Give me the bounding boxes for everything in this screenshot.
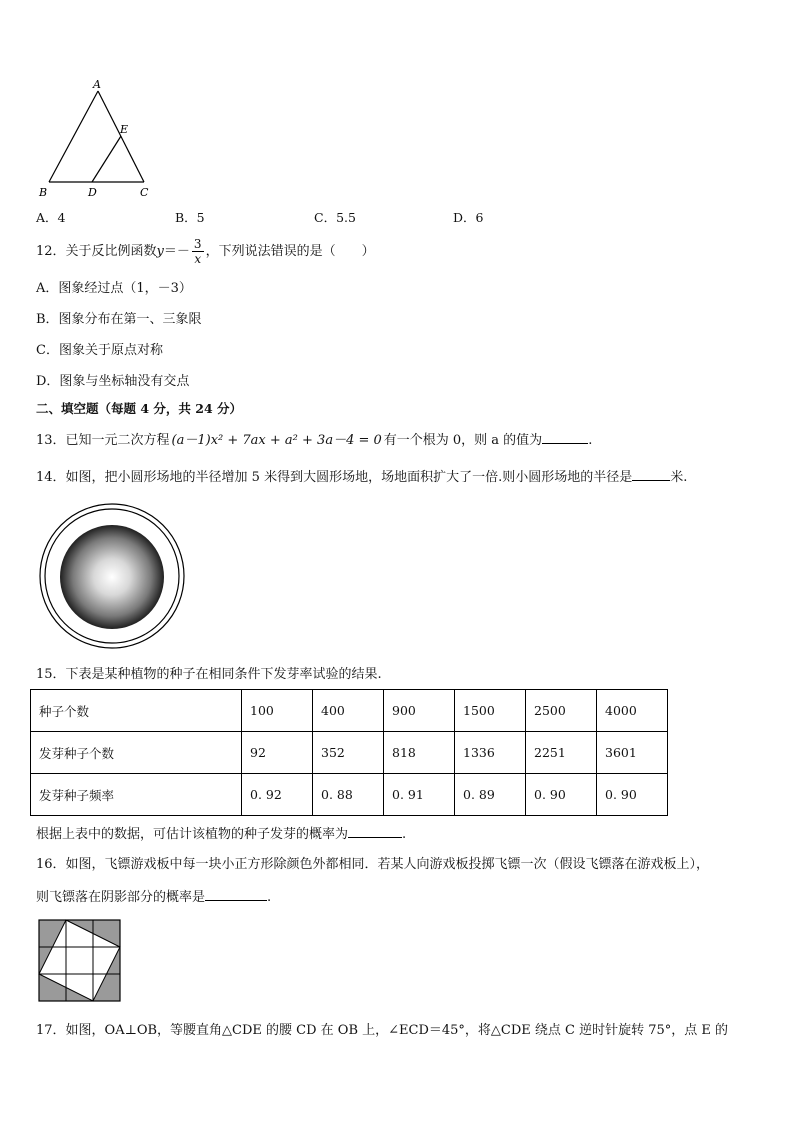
table-cell: 0. 88 (313, 774, 384, 816)
table-cell: 400 (313, 690, 384, 732)
q12-func-y: y (156, 244, 164, 259)
q14-unit: 米. (670, 470, 688, 485)
q11-option-d: D．6 (453, 210, 484, 225)
question-15-after (36, 824, 406, 844)
question-13 (36, 430, 592, 450)
segment-de (92, 136, 121, 182)
section-2-title: 二、填空题（每题 4 分，共 24 分） (36, 401, 243, 416)
q12-option-b: B．图象分布在第一、三象限 (36, 312, 202, 327)
table-cell: 92 (242, 732, 313, 774)
label-b: B (39, 186, 48, 199)
q12-fraction (192, 237, 204, 266)
table-cell: 1500 (455, 690, 526, 732)
q13-answer-blank (542, 430, 588, 444)
q12-suffix: ，下列说法错误的是（ ） (205, 244, 375, 259)
q13-suffix: 有一个根为 0，则 a 的值为 (383, 433, 543, 448)
table-cell: 100 (242, 690, 313, 732)
triangle-figure (36, 76, 161, 200)
q16-end: . (267, 890, 272, 905)
question-14 (36, 467, 687, 487)
q13-end: . (588, 433, 593, 448)
label-c: C (140, 186, 149, 199)
table-cell: 0. 91 (384, 774, 455, 816)
q15-end: . (402, 827, 407, 842)
q15-after-text: 根据上表中的数据，可估计该植物的种子发芽的概率为 (36, 827, 349, 842)
q11-option-a: A．4 (36, 210, 66, 225)
q11-option-c: C．5.5 (314, 210, 356, 225)
q12-prefix: 12．关于反比例函数 (36, 244, 157, 259)
question-16-line2 (36, 887, 271, 907)
table-cell: 发芽种子个数 (31, 732, 242, 774)
table-cell: 0. 89 (455, 774, 526, 816)
table-cell: 0. 90 (526, 774, 597, 816)
table-row (31, 774, 668, 816)
q12-frac-den: x (194, 252, 202, 266)
table-cell: 0. 92 (242, 774, 313, 816)
table-cell: 发芽种子频率 (31, 774, 242, 816)
q16-line2-text: 则飞镖落在阴影部分的概率是 (36, 890, 206, 905)
small-circle (60, 525, 164, 629)
q12-option-d: D．图象与坐标轴没有交点 (36, 374, 190, 389)
table-cell: 0. 90 (597, 774, 668, 816)
segment-ab (49, 91, 98, 182)
question-12 (36, 236, 375, 268)
table-row (31, 732, 668, 774)
label-a: A (93, 78, 101, 91)
q12-option-c: C．图象关于原点对称 (36, 343, 163, 358)
germination-table (30, 689, 668, 816)
table-cell: 4000 (597, 690, 668, 732)
q12-func-eq: ＝－ (163, 244, 190, 259)
q11-option-b: B．5 (175, 210, 205, 225)
label-d: D (88, 186, 97, 199)
question-17: 17．如图，OA⊥OB，等腰直角△CDE 的腰 CD 在 OB 上，∠ECD＝45°，将△CDE 绕点 C 逆时针旋转 75°，点 E 的 (36, 1023, 729, 1038)
q12-frac-num: 3 (193, 237, 202, 251)
label-e: E (120, 123, 129, 136)
q14-answer-blank (632, 467, 670, 481)
q15-answer-blank (348, 824, 402, 838)
question-15-intro: 15．下表是某种植物的种子在相同条件下发芽率试验的结果. (36, 667, 382, 682)
q13-equation: (a－1)x² + 7ax + a² + 3a－4 = 0 (171, 433, 382, 448)
q16-answer-blank (205, 887, 267, 901)
table-row (31, 690, 668, 732)
table-cell: 818 (384, 732, 455, 774)
table-cell: 3601 (597, 732, 668, 774)
q14-text: 14．如图，把小圆形场地的半径增加 5 米得到大圆形场地，场地面积扩大了一倍.则小圆形场地的半径是 (36, 470, 633, 485)
table-cell: 2500 (526, 690, 597, 732)
table-cell: 种子个数 (31, 690, 242, 732)
table-cell: 2251 (526, 732, 597, 774)
table-cell: 900 (384, 690, 455, 732)
table-cell: 1336 (455, 732, 526, 774)
table-cell: 352 (313, 732, 384, 774)
q13-prefix: 13．已知一元二次方程 (36, 433, 170, 448)
dartboard-figure (38, 919, 122, 1003)
circle-field-figure (38, 503, 186, 649)
question-16-line1: 16．如图，飞镖游戏板中每一块小正方形除颜色外都相同．若某人向游戏板投掷飞镖一次（假设飞镖落在游戏板上）， (36, 857, 710, 872)
q12-option-a: A．图象经过点（1，－3） (36, 281, 192, 296)
